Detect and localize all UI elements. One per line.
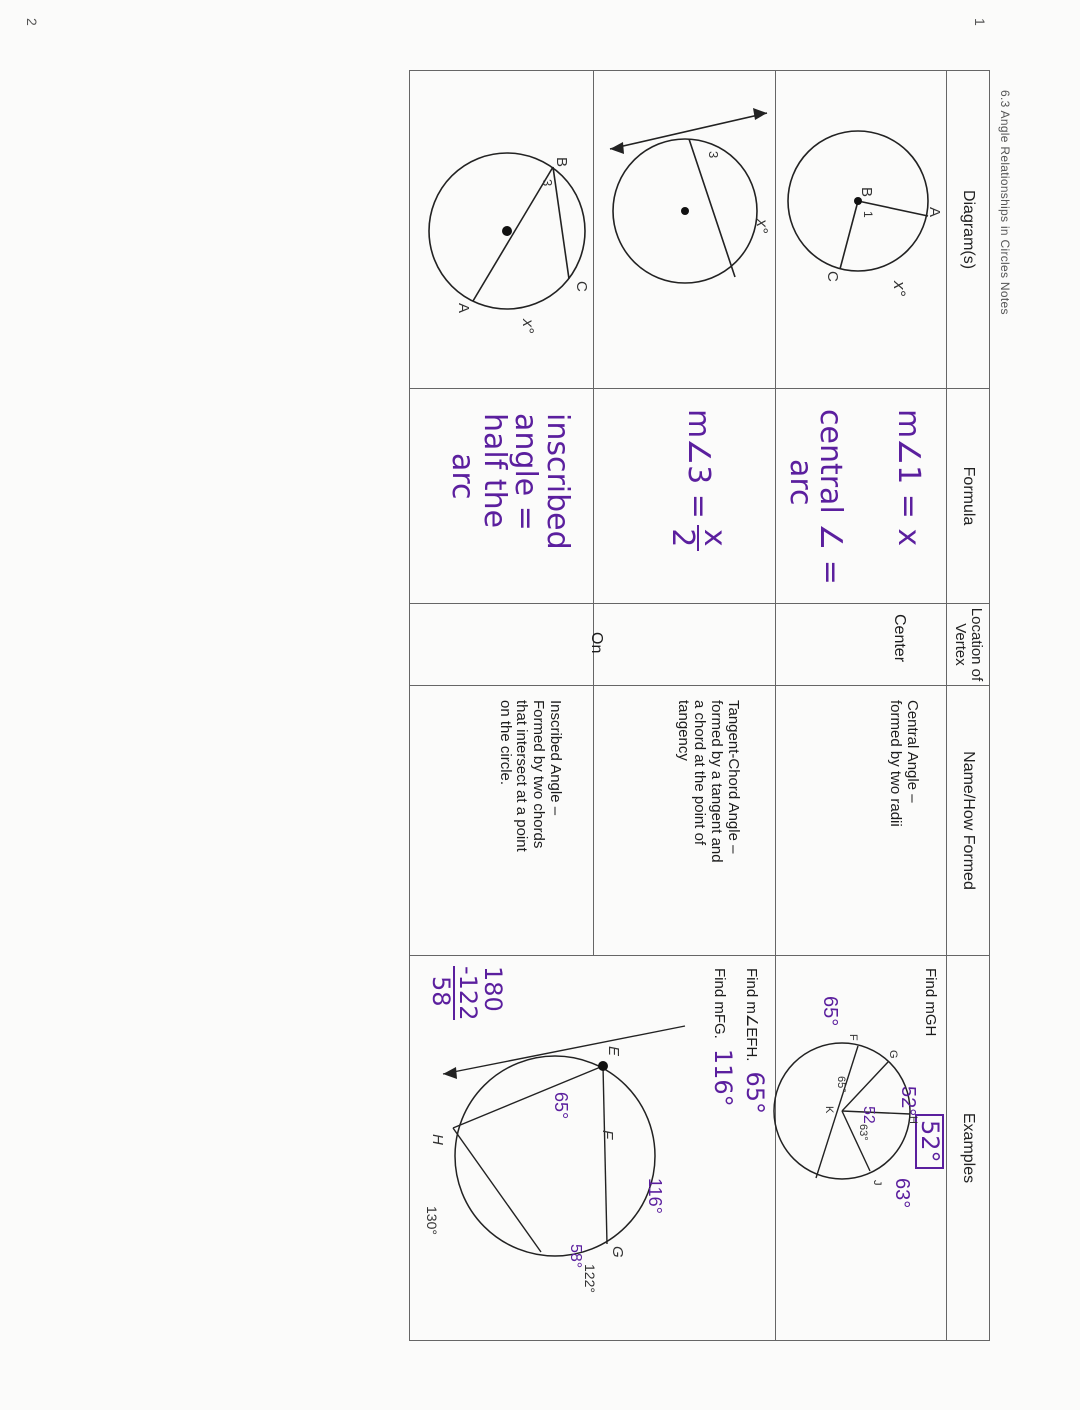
header-row <box>947 71 990 1341</box>
point-label-a: A <box>926 207 943 218</box>
name-line: Central Angle – <box>904 700 921 803</box>
handwritten-value: 52° <box>897 1086 919 1117</box>
work-line: 58 <box>426 976 455 1007</box>
name-line: Formed by two chords <box>530 700 548 849</box>
point-label-e: E <box>605 1046 622 1057</box>
handwritten-value: 116° <box>645 1178 665 1214</box>
denominator: 2 <box>665 528 700 548</box>
handwritten-value: 63° <box>891 1178 913 1209</box>
arc-label: x° <box>890 281 909 297</box>
arc-label: 130° <box>424 1206 440 1235</box>
example-prompt: Find mGH <box>922 968 939 1037</box>
chord <box>453 1066 603 1128</box>
example-prompt: Find mFG. <box>711 968 728 1039</box>
center-point <box>854 197 862 205</box>
handwritten-value: 65° <box>819 996 841 1027</box>
tangent-line <box>610 113 767 149</box>
numerator: x <box>697 525 729 551</box>
point-label-k: K <box>823 1106 835 1114</box>
vertex-location: Center <box>891 614 908 663</box>
angle-label: 3 <box>540 179 555 187</box>
chord <box>553 167 569 279</box>
radius <box>840 201 858 269</box>
example-answer <box>915 1114 944 1169</box>
example-question <box>710 968 735 1107</box>
arc-label: 122° <box>582 1264 598 1293</box>
example-circle-diagram <box>781 956 919 1341</box>
formula-cell <box>410 389 594 604</box>
header-formula: Formula <box>947 389 990 604</box>
name-cell <box>776 686 947 956</box>
header-name: Name/How Formed <box>947 686 990 956</box>
name-cell <box>410 686 594 956</box>
handwritten-value: 58° <box>567 1244 584 1269</box>
angle-label: 1 <box>861 211 875 218</box>
formula <box>665 409 732 551</box>
example-prompt: Find m∠EFH. <box>743 968 760 1062</box>
chord <box>453 1128 541 1252</box>
arrowhead <box>753 108 767 120</box>
tangent-chord-diagram <box>599 71 775 389</box>
examples-cell <box>776 956 947 1341</box>
examples-cell <box>410 956 776 1341</box>
location-cell <box>776 604 947 686</box>
diagram-cell <box>776 71 947 389</box>
name-line: on the circle. <box>496 700 514 786</box>
point-label-f: F <box>847 1034 859 1041</box>
formula-line: half the <box>477 413 512 529</box>
center-point <box>502 226 512 236</box>
point-label-c: C <box>824 271 841 282</box>
angle-label: 3 <box>706 151 721 159</box>
tangent-line <box>443 1026 685 1074</box>
angle-label: 65° <box>835 1076 847 1093</box>
vertex-location: On <box>588 632 605 654</box>
chord <box>689 139 735 277</box>
arc-label: x° <box>753 219 770 234</box>
location-cell <box>410 604 594 686</box>
name-line: tangency <box>674 700 692 761</box>
page-title: 6.3 Angle Relationships in Circles Notes <box>998 90 1012 315</box>
formula-line: arc <box>445 453 481 500</box>
tangent-point <box>598 1061 608 1071</box>
arc-label: x° <box>519 319 536 334</box>
page-number: 2 <box>24 18 40 26</box>
example-answer: 65° <box>741 1071 769 1115</box>
name-line: a chord at the point of <box>691 700 709 846</box>
chord <box>473 167 553 301</box>
radius <box>842 1062 888 1111</box>
handwritten-value: 65° <box>551 1092 571 1120</box>
point-label-f: F <box>599 1130 616 1140</box>
formula-cell <box>594 389 776 604</box>
formula-cell <box>776 389 947 604</box>
point-label-a: A <box>455 303 472 314</box>
header-location: Location of Vertex <box>947 604 990 686</box>
work-line: 180 <box>479 966 507 1012</box>
point-label-g: G <box>887 1050 899 1059</box>
fraction <box>665 525 732 551</box>
name-line: Inscribed Angle – <box>547 700 564 816</box>
central-angle-diagram <box>781 71 946 389</box>
point-label-c: C <box>573 281 590 292</box>
table-row <box>776 71 947 1341</box>
boxed-answer: 52° <box>915 1114 944 1169</box>
name-cell <box>594 686 776 956</box>
point-label-h: H <box>429 1134 446 1145</box>
notes-table <box>409 70 990 1341</box>
location-cell <box>588 604 776 686</box>
chord <box>603 1066 607 1244</box>
inscribed-angle-diagram <box>415 71 593 389</box>
point-label-g: G <box>609 1246 626 1258</box>
formula-line: angle = <box>508 413 544 531</box>
work-line: -122 <box>453 966 482 1021</box>
point-label-h: H <box>907 1116 919 1124</box>
handwritten-work <box>427 966 505 1020</box>
table-row <box>594 71 776 1341</box>
header-examples: Examples <box>947 956 990 1341</box>
arrowhead <box>443 1067 457 1079</box>
formula-line: arc <box>783 459 818 506</box>
formula-line: central ∠ = <box>813 409 848 585</box>
point-label-b: B <box>553 157 570 168</box>
name-line: Tangent-Chord Angle – <box>725 700 742 854</box>
arrowhead <box>610 142 624 154</box>
example-question <box>742 968 767 1114</box>
name-line: formed by a tangent and <box>708 700 726 863</box>
formula-lhs: m∠3 = <box>680 409 716 519</box>
name-line: formed by two radii <box>887 700 905 827</box>
name-line: that intersect at a point <box>513 700 531 852</box>
point-label-b: B <box>858 187 875 198</box>
diagram-cell <box>410 71 594 389</box>
angle-label: 63° <box>857 1124 869 1141</box>
diagram-cell <box>594 71 776 389</box>
point-label-j: J <box>871 1180 883 1186</box>
example-answer: 116° <box>709 1048 737 1107</box>
formula-line: m∠1 = x <box>891 409 926 547</box>
page-number: 1 <box>972 18 988 26</box>
center-point <box>681 207 689 215</box>
header-diagram: Diagram(s) <box>947 71 990 389</box>
formula-line: inscribed <box>540 413 575 550</box>
handwritten-value: 52 <box>860 1106 877 1124</box>
